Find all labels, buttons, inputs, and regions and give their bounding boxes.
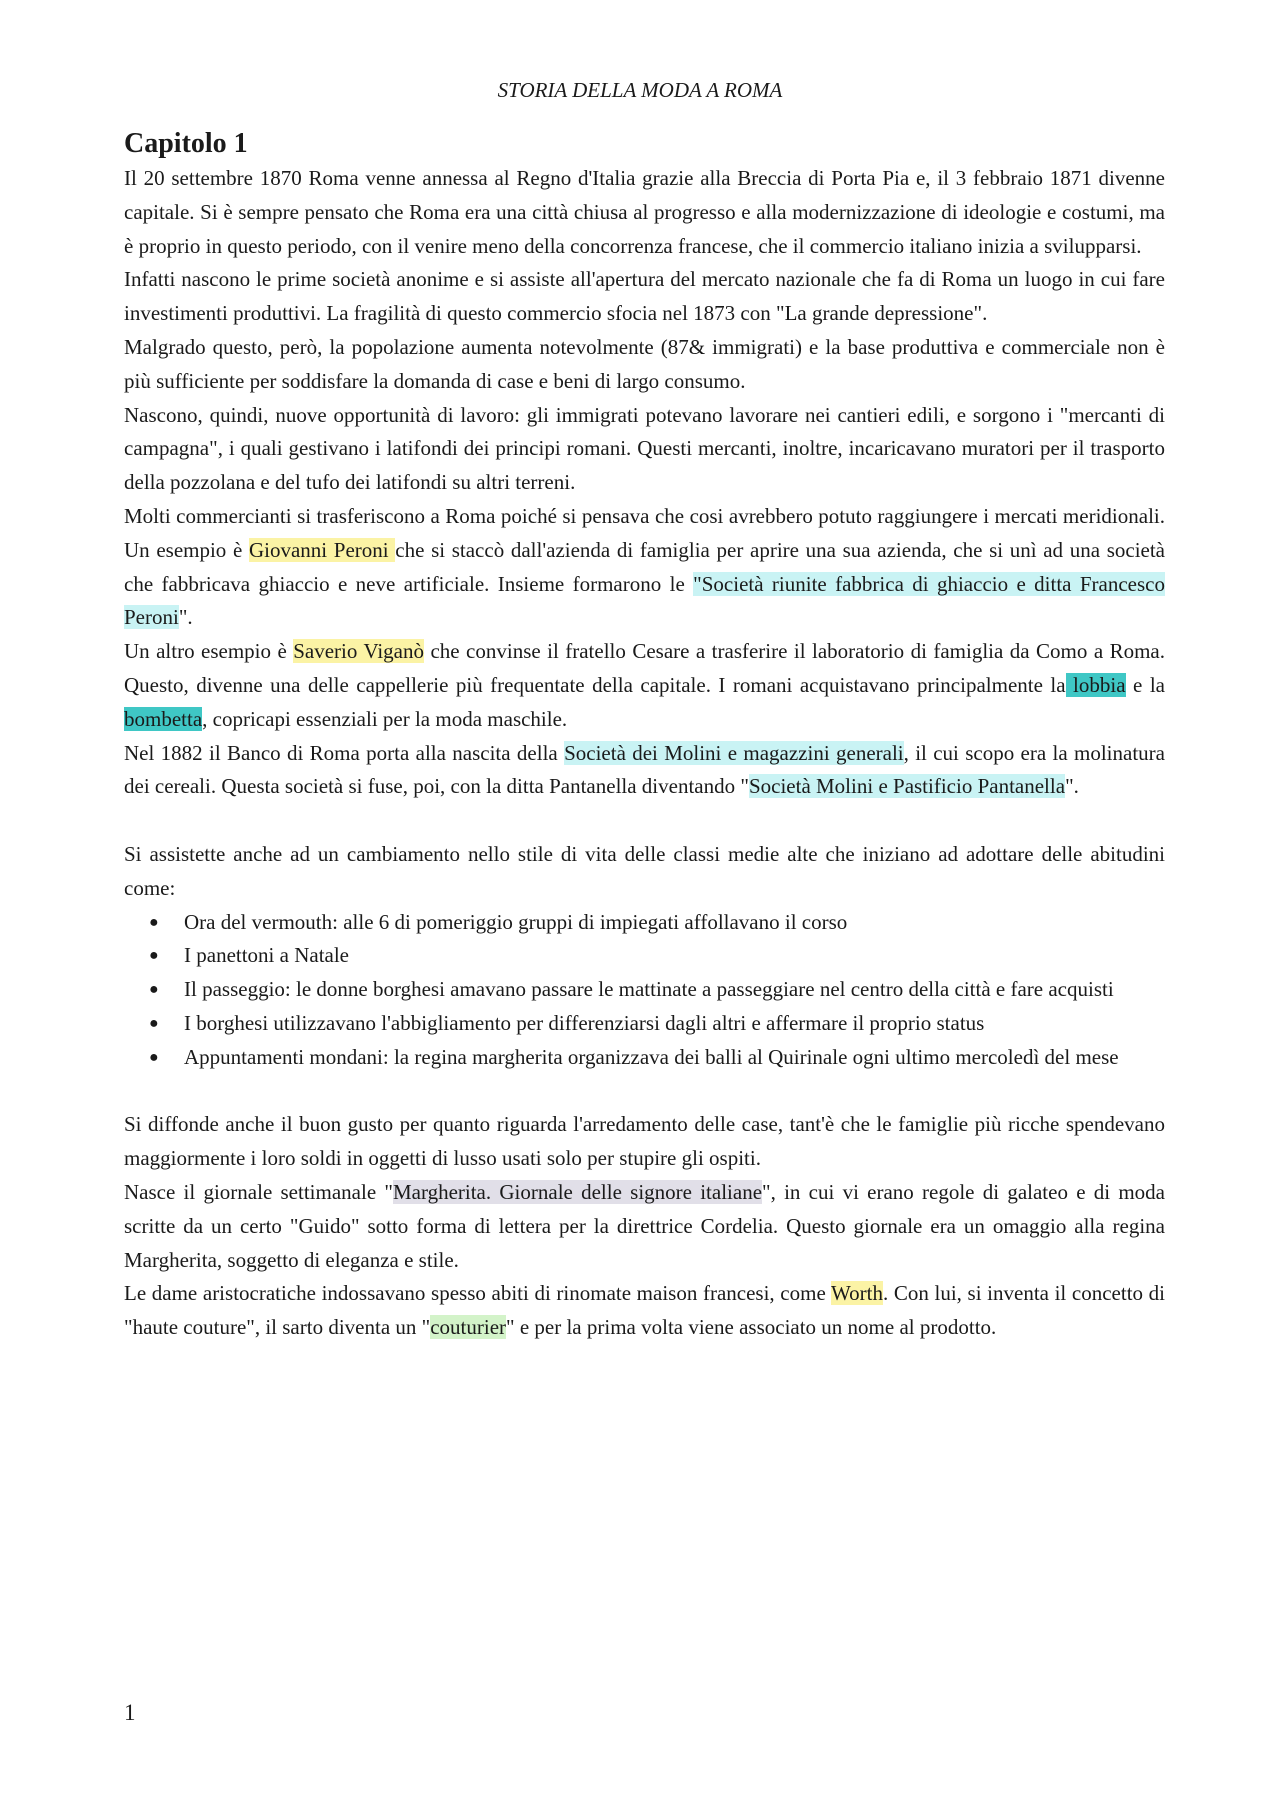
- paragraph: Infatti nascono le prime società anonime e si assiste all'apertura del mercato nazionale che fa di Roma un luogo in cui fare investimenti produttivi. La fragilità di questo commercio sfocia nel 1873 con "La grande depressione".: [124, 267, 1165, 326]
- blank-line: [124, 1075, 1165, 1109]
- paragraph: Malgrado questo, però, la popolazione aumenta notevolmente (87& immigrati) e la base produttiva e commerciale non è più sufficiente per soddisfare la domanda di case e beni di largo consumo.: [124, 334, 1165, 393]
- bullet-icon: ●: [149, 1048, 159, 1066]
- bullet-icon: ●: [149, 947, 159, 965]
- paragraph: Si diffonde anche il buon gusto per quanto riguarda l'arredamento delle case, tant'è che le famiglie più ricche spendevano maggiormente i loro soldi in oggetti di lusso usati solo per stupire gli ospiti.: [124, 1112, 1165, 1171]
- highlight-societa-molini: Società dei Molini e magazzini generali: [564, 740, 904, 765]
- paragraph: Le dame aristocratiche indossavano spesso abiti di rinomate maison francesi, come Worth. Con lui, si inventa il concetto di "haute couture", il sarto diventa un "couturier" e per la prima volta viene associato un nome al prodotto.: [124, 1281, 1165, 1340]
- chapter-title: Capitolo 1: [124, 128, 248, 159]
- list-item: ● Ora del vermouth: alle 6 di pomeriggio gruppi di impiegati affollavano il corso: [184, 906, 1165, 940]
- highlight-couturier: couturier: [430, 1315, 507, 1340]
- list-item: ● I borghesi utilizzavano l'abbigliamento per differenziarsi dagli altri e affermare il proprio status: [184, 1007, 1165, 1041]
- paragraph: Il 20 settembre 1870 Roma venne annessa al Regno d'Italia grazie alla Breccia di Porta Pia e, il 3 febbraio 1871 divenne capitale. Si è sempre pensato che Roma era una città chiusa al progresso e alla modernizzazione di ideologie e costumi, ma è proprio in questo periodo, con il venire meno della concorrenza francese, che il commercio italiano inizia a svilupparsi.: [124, 166, 1165, 258]
- habits-list: [124, 906, 1165, 1075]
- bullet-icon: ●: [149, 981, 159, 999]
- highlight-margherita-giornale: Margherita. Giornale delle signore italiane: [392, 1179, 763, 1204]
- paragraph: Nel 1882 il Banco di Roma porta alla nascita della Società dei Molini e magazzini generali, il cui scopo era la molinatura dei cereali. Questa società si fuse, poi, con la ditta Pantanella diventando "Società Molini e Pastificio Pantanella".: [124, 740, 1165, 799]
- bullet-icon: ●: [149, 1014, 159, 1032]
- highlight-lobbia: lobbia: [1065, 672, 1126, 697]
- list-item: ● Il passeggio: le donne borghesi amavano passare le mattinate a passeggiare nel centro della città e fare acquisti: [184, 973, 1165, 1007]
- page-number: 1: [124, 1700, 136, 1725]
- highlight-worth: Worth: [831, 1281, 883, 1306]
- paragraph: Molti commercianti si trasferiscono a Roma poiché si pensava che cosi avrebbero potuto raggiungere i mercati meridionali. Un esempio è Giovanni Peroni che si staccò dall'azienda di famiglia per aprire una sua azienda, che si unì ad una società che fabbricava ghiaccio e neve artificiale. Insieme formarono le "Società riunite fabbrica di ghiaccio e ditta Francesco Peroni".: [124, 503, 1166, 630]
- highlight-bombetta: bombetta: [124, 706, 203, 731]
- list-item: ● Appuntamenti mondani: la regina margherita organizzava dei balli al Quirinale ogni ultimo mercoledì del mese: [184, 1041, 1165, 1075]
- highlight-giovanni-peroni: Giovanni Peroni: [248, 537, 396, 562]
- paragraph: Nasce il giornale settimanale "Margherita. Giornale delle signore italiane", in cui vi erano regole di galateo e di moda scritte da un certo "Guido" sotto forma di lettera per la direttrice Cordelia. Questo giornale era un omaggio alla regina Margherita, soggetto di eleganza e stile.: [124, 1179, 1165, 1272]
- paragraph: Un altro esempio è Saverio Viganò che convinse il fratello Cesare a trasferire il laboratorio di famiglia da Como a Roma. Questo, divenne una delle cappellerie più frequentate della capitale. I romani acquistavano principalmente la lobbia e la bombetta, copricapi essenziali per la moda maschile.: [124, 639, 1165, 731]
- paragraph: Nascono, quindi, nuove opportunità di lavoro: gli immigrati potevano lavorare nei cantieri edili, e sorgono i "mercanti di campagna", i quali gestivano i latifondi dei principi romani. Questi mercanti, inoltre, incaricavano muratori per il trasporto della pozzolana e del tufo dei latifondi su altri terreni.: [124, 402, 1165, 495]
- list-item: ● I panettoni a Natale: [184, 939, 1165, 973]
- highlight-societa-riunite: "Società riunite fabbrica di ghiaccio e ditta Francesco Peroni: [124, 571, 1165, 630]
- document-body: [124, 126, 1165, 1345]
- document-header: STORIA DELLA MODA A ROMA: [497, 78, 783, 102]
- bullet-icon: ●: [149, 913, 159, 931]
- highlight-saverio-vigano: Saverio Viganò: [293, 639, 425, 664]
- paragraph: Si assistette anche ad un cambiamento nello stile di vita delle classi medie alte che iniziano ad adottare delle abitudini come:: [124, 841, 1165, 900]
- blank-line: [124, 804, 1165, 838]
- highlight-pastificio-pantanella: Società Molini e Pastificio Pantanella: [748, 774, 1066, 799]
